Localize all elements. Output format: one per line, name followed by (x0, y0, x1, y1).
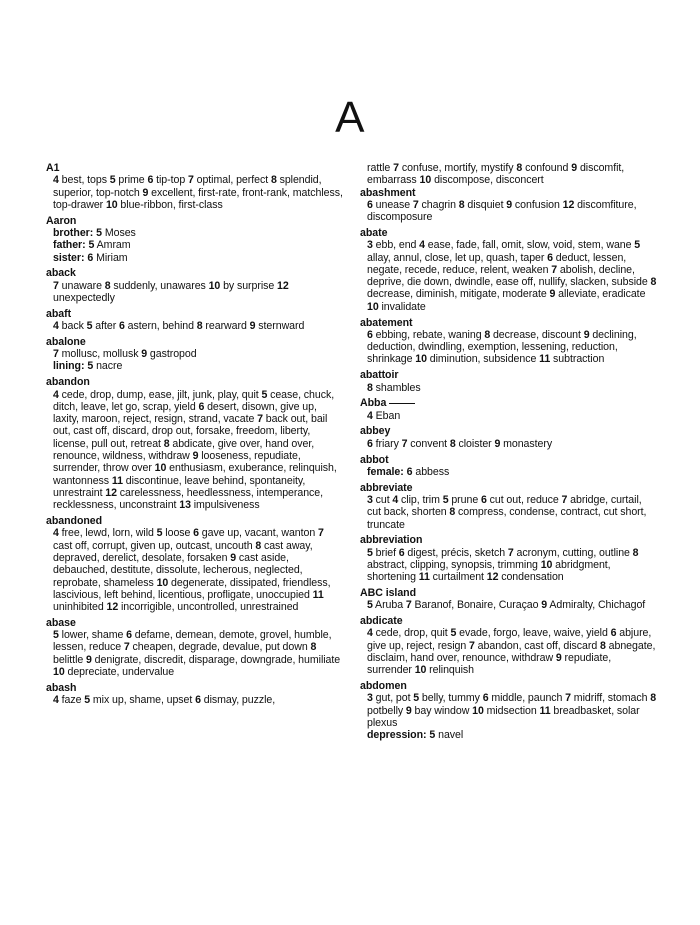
entry-senses: 3 gut, pot 5 belly, tummy 6 middle, paunch 7 midriff, stomach 8 potbelly 9 bay window 10 midsection 11 breadbasket, solar plexus (367, 692, 657, 729)
entry-headword: abalone (46, 335, 86, 348)
entry-headword: abatement (360, 316, 413, 329)
subentry-label: lining: (53, 360, 88, 373)
entry-senses: 8 shambles (367, 381, 421, 394)
dictionary-entry (360, 227, 657, 313)
dictionary-entry (46, 617, 343, 678)
entry-headword: abandon (46, 376, 90, 389)
entry-senses: 5 lower, shame 6 defame, demean, demote, grovel, humble, lessen, reduce 7 cheapen, degrade, devalue, put down 8 belittle 9 denigrate, discredit, disparage, downgrade, humiliate 10 depreciate, undervalue (53, 629, 341, 679)
dictionary-entry (360, 482, 657, 531)
entry-headword: A1 (46, 162, 60, 174)
entry-senses: 7 unaware 8 suddenly, unawares 10 by surprise 12 unexpectedly (53, 279, 289, 304)
entry-headword: ABC island (360, 587, 417, 599)
subentry-value: 5 Amram (88, 239, 131, 252)
dictionary-entry (360, 615, 657, 676)
subentry-label: brother: (53, 226, 97, 239)
subentry-value: 5 Moses (96, 226, 136, 239)
entry-subentry (360, 729, 657, 741)
entry-senses: 4 Eban (367, 409, 401, 422)
dictionary-entry (360, 425, 657, 450)
entry-headword: aback (46, 267, 76, 280)
dictionary-entry (46, 162, 343, 211)
entry-senses: 4 back 5 after 6 astern, behind 8 rearward 9 sternward (53, 320, 305, 333)
dictionary-entry (46, 308, 343, 333)
dictionary-entry (46, 515, 343, 613)
entry-subentry (46, 227, 343, 239)
entry-senses: 5 brief 6 digest, précis, sketch 7 acronym, cutting, outline 8 abstract, clipping, synopsis, trimming 10 abridgment, shortening 11 curtailment 12 condensation (367, 546, 639, 584)
dictionary-entry (360, 317, 657, 366)
dictionary-entry (46, 336, 343, 373)
entry-continuation: rattle 7 confuse, mortify, mystify 8 confound 9 discomfit, embarrass 10 discompose, disconcert (367, 162, 625, 187)
entry-senses: 6 unease 7 chagrin 8 disquiet 9 confusion 12 discomfiture, discomposure (367, 198, 637, 224)
dictionary-entry (46, 215, 343, 264)
entry-headword: Abba (360, 397, 657, 409)
entry-senses: 3 ebb, end 4 ease, fade, fall, omit, slow, void, stem, wane 5 allay, annul, close, let up, quash, taper 6 deduct, lessen, negate, recede, reduce, relent, weaken 7 abolish, decline, deprive, die down, dwindle, ease off, nullify, slacken, subside 8 decrease, diminish, mitigate, moderate 9 alleviate, eradicate 10 invalidate (367, 239, 657, 313)
entry-headword: abaft (46, 307, 72, 320)
entry-headword: abate (360, 226, 388, 239)
subentry-value: 5 navel (429, 729, 464, 742)
subentry-label: female: (367, 465, 407, 478)
entry-columns (46, 162, 658, 922)
entry-headword: abdomen (360, 680, 407, 693)
entry-senses: 4 cede, drop, dump, ease, jilt, junk, play, quit 5 cease, chuck, ditch, leave, let go, scrap, yield 6 desert, disown, give up, laxity, maroon, reject, resign, strand, vacate 7 back out, bail out, cast off, discard, drop out, forsake, freedom, liberty, license, pull out, retreat 8 abdicate, give over, hand over, renounce, wildness, withdraw 9 looseness, repudiate, surrender, throw over 10 enthusiasm, exuberance, relinquish, wantonness 11 discontinue, leave behind, spontaneity, unrestraint 12 carelessness, heedlessness, intemperance, recklessness, unconstraint 13 impulsiveness (53, 388, 337, 512)
subentry-value: 6 Miriam (87, 251, 128, 264)
subentry-value: 5 nacre (87, 360, 123, 373)
entry-headword: abashment (360, 186, 416, 199)
subentry-label: father: (53, 239, 89, 252)
entry-subentry (46, 239, 343, 251)
dictionary-entry (360, 397, 657, 422)
entry-senses: 6 friary 7 convent 8 cloister 9 monastery (367, 437, 553, 450)
entry-headword: abbey (360, 425, 391, 438)
entry-headword: abattoir (360, 369, 399, 382)
left-column (46, 162, 343, 710)
dictionary-entry (46, 682, 343, 707)
entry-senses: 5 Aruba 7 Baranof, Bonaire, Curaçao 9 Admiralty, Chichagof (367, 599, 646, 612)
subentry-label: sister: (53, 251, 88, 264)
dictionary-entry (360, 587, 657, 612)
dictionary-entry (360, 680, 657, 741)
entry-headword: abdicate (360, 615, 403, 628)
entry-senses: 4 faze 5 mix up, shame, upset 6 dismay, puzzle, (53, 694, 276, 707)
entry-headword: abash (46, 681, 77, 694)
entry-headword: Aaron (46, 214, 77, 227)
entry-senses: 4 best, tops 5 prime 6 tip-top 7 optimal, perfect 8 splendid, superior, top-notch 9 excellent, first-rate, front-rank, matchless, top-drawer 10 blue-ribbon, first-class (53, 174, 343, 211)
dictionary-entry (360, 369, 657, 394)
entry-headword: abbreviation (360, 534, 423, 547)
entry-headword: abandoned (46, 515, 103, 528)
subentry-label: depression: (367, 729, 430, 742)
entry-subentry (360, 466, 657, 478)
subentry-value: 6 abbess (406, 465, 450, 478)
dictionary-entry (360, 454, 657, 479)
dictionary-entry (46, 376, 343, 511)
entry-subentry (46, 360, 343, 372)
entry-senses: 7 mollusc, mollusk 9 gastropod (53, 348, 197, 361)
entry-senses: 4 cede, drop, quit 5 evade, forgo, leave, waive, yield 6 abjure, give up, reject, resign 7 abandon, cast off, discard 8 abnegate, disclaim, hand over, renounce, withdraw 9 repudiate, surrender 10 relinquish (367, 627, 656, 677)
fill-in-blank (389, 403, 415, 404)
entry-subentry (46, 252, 343, 264)
entry-headword: abbot (360, 453, 389, 466)
entry-headword: abbreviate (360, 481, 413, 494)
entry-senses: 3 cut 4 clip, trim 5 prune 6 cut out, reduce 7 abridge, curtail, cut back, shorten 8 compress, condense, contract, cut short, truncate (367, 493, 647, 531)
entry-headword: abase (46, 616, 76, 629)
right-column (360, 162, 657, 745)
entry-senses: 4 free, lewd, lorn, wild 5 loose 6 gave up, vacant, wanton 7 cast off, corrupt, given up, outcast, uncouth 8 cast away, depraved, derelict, desolate, forsaken 9 cast aside, debauched, destitute, dissolute, lecherous, neglected, reprobate, shameless 10 degenerate, dissipated, friendless, lascivious, left behind, licentious, profligate, unoccupied 11 uninhibited 12 incorrigible, uncontrolled, unrestrained (53, 527, 331, 614)
entry-senses: 6 ebbing, rebate, waning 8 decrease, discount 9 declining, deduction, dwindling, exemption, lessening, reduction, shrinkage 10 diminution, subsidence 11 subtraction (367, 328, 637, 366)
dictionary-entry (360, 534, 657, 583)
dictionary-entry (360, 187, 657, 224)
page-letter-header: A (335, 93, 365, 142)
dictionary-entry (46, 267, 343, 304)
